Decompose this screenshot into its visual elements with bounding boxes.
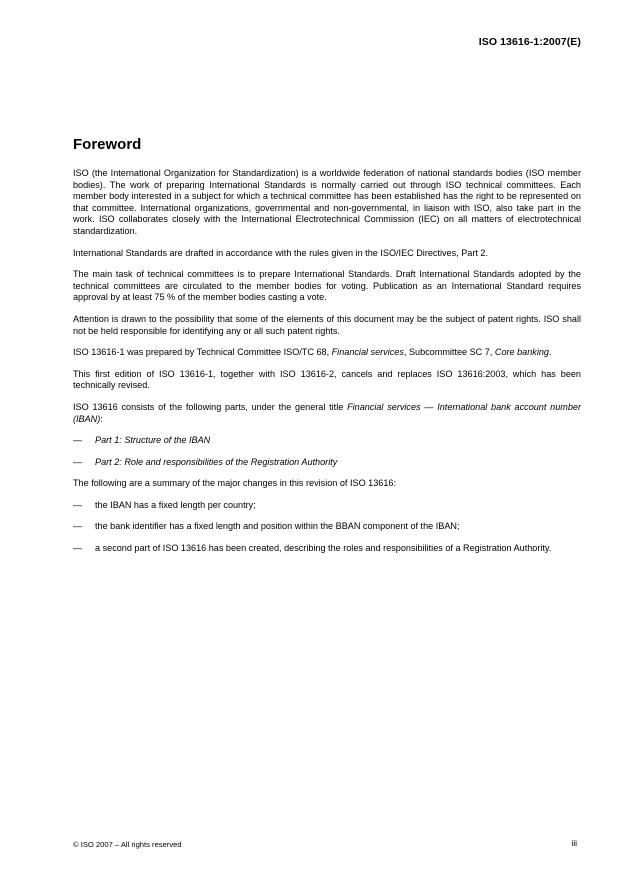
list-item-part-1 xyxy=(73,435,581,447)
prepared-text-mid: , Subcommittee SC 7, xyxy=(403,347,495,358)
paragraph-iso-intro: ISO (the International Organization for Standardization) is a worldwide federation of national standards bodies (ISO member bodies). The work of preparing International Standards is normally carried out through ISO technical committees. Each member body interested in a subject for which a technical committee has been established has the right to be represented on that committee. International organizations, governmental and non-governmental, in liaison with ISO, also take part in the work. ISO collaborates closely with the International Electrotechnical Commission (IEC) on all matters of electrotechnical standardization. xyxy=(73,168,581,236)
change-text: a second part of ISO 13616 has been created, describing the roles and responsibilities of a Registration Authority. xyxy=(95,543,552,554)
paragraph-patent-rights: Attention is drawn to the possibility that some of the elements of this document may be the subject of patent rights. ISO shall not be held responsible for identifying any or all such patent rights. xyxy=(73,313,581,336)
committee-name: Financial services xyxy=(331,347,404,358)
parts-intro-post: : xyxy=(100,413,103,424)
paragraph-directives: International Standards are drafted in accordance with the rules given in the ISO/IEC Directives, Part 2. xyxy=(73,247,488,258)
prepared-text-pre: ISO 13616-1 was prepared by Technical Committee ISO/TC 68, xyxy=(73,347,332,358)
paragraph-edition: This first edition of ISO 13616-1, together with ISO 13616-2, cancels and replaces ISO 13616:2003, which has been technically revised. xyxy=(73,368,581,391)
parts-intro-pre: ISO 13616 consists of the following parts, under the general title xyxy=(73,401,348,412)
page-number: iii xyxy=(571,838,577,848)
list-item-part-2 xyxy=(73,457,581,469)
list-item-change-3 xyxy=(73,543,581,555)
part-title: Part 2: Role and responsibilities of the Registration Authority xyxy=(95,456,338,467)
part-title: Part 1: Structure of the IBAN xyxy=(95,435,211,446)
list-item-change-2 xyxy=(73,521,581,533)
page-title: Foreword xyxy=(73,136,142,153)
paragraph-prepared-by xyxy=(73,347,581,359)
foreword-body xyxy=(73,168,581,565)
change-text: the IBAN has a fixed length per country; xyxy=(95,499,256,510)
prepared-text-post: . xyxy=(548,347,552,358)
subcommittee-name: Core banking xyxy=(494,347,549,358)
copyright-notice: © ISO 2007 – All rights reserved xyxy=(73,840,182,849)
dash-bullet: — xyxy=(73,435,83,446)
dash-bullet: — xyxy=(73,543,83,554)
general-title: Financial services — International bank account number (IBAN) xyxy=(73,401,581,424)
paragraph-technical-committees: The main task of technical committees is to prepare International Standards. Draft International Standards adopted by the technical committees are circulated to the member bodies for voting. Publication as an International Standard requires approval by at least 75 % of the member bodies casting a vote. xyxy=(73,269,581,303)
dash-bullet: — xyxy=(73,456,83,467)
change-text: the bank identifier has a fixed length and position within the BBAN component of the IBAN; xyxy=(95,521,460,532)
list-item-change-1 xyxy=(73,500,581,512)
paragraph-parts-intro xyxy=(73,402,581,425)
dash-bullet: — xyxy=(73,499,83,510)
document-identifier: ISO 13616-1:2007(E) xyxy=(478,36,581,48)
paragraph-changes-intro: The following are a summary of the major changes in this revision of ISO 13616: xyxy=(73,478,396,489)
dash-bullet: — xyxy=(73,521,83,532)
